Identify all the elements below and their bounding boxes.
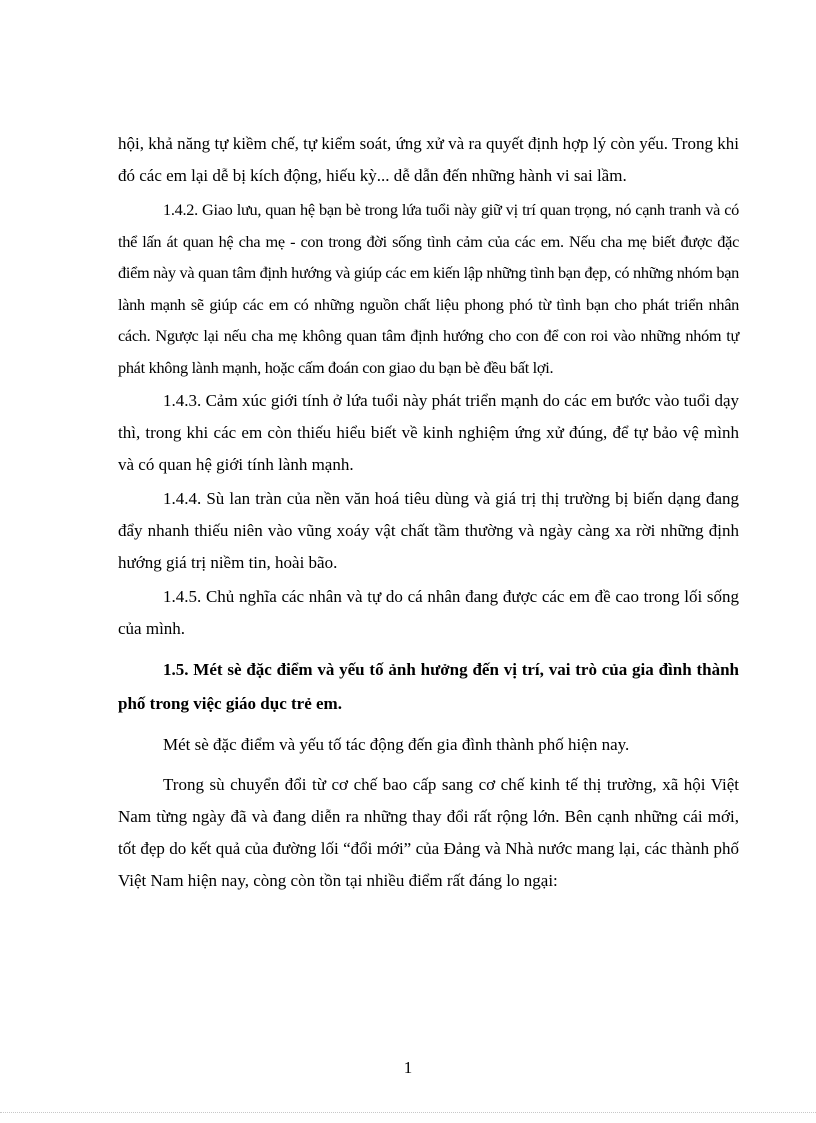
document-body [118, 128, 739, 897]
paragraph-1-4-2: 1.4.2. Giao lưu, quan hệ bạn bè trong lứa tuổi này giữ vị trí quan trọng, nó cạnh tranh và có thể lấn át quan hệ cha mẹ - con trong đời sống tình cảm của các em. Nếu cha mẹ biết được đặc điểm này và quan tâm định hướng và giúp các em kiến lập những tình bạn đẹp, có những nhóm bạn lành mạnh sẽ giúp các em có những nguồn chất liệu phong phó từ tình bạn cho phát triển nhân cách. Ngược lại nếu cha mẹ không quan tâm định hướng cho con để con roi vào những nhóm tự phát không lành mạnh, hoặc cấm đoán con giao du bạn bè đều bất lợi. [118, 200, 739, 377]
paragraph-transition: Trong sù chuyển đổi từ cơ chế bao cấp sang cơ chế kinh tế thị trường, xã hội Việt Nam từng ngày đã và đang diễn ra những thay đổi rất rộng lớn. Bên cạnh những cái mới, tốt đẹp do kết quả của đường lối “đổi mới” của Đảng và Nhà nước mang lại, các thành phố Việt Nam hiện nay, còng còn tồn tại nhiều điểm rất đáng lo ngại: [118, 775, 739, 890]
paragraph-1-4-4: 1.4.4. Sù lan tràn của nền văn hoá tiêu dùng và giá trị thị trường bị biến dạng đang đẩy nhanh thiếu niên vào vũng xoáy vật chất tầm thường và ngày càng xa rời những định hướng giá trị niềm tin, hoài bão. [118, 489, 739, 572]
page-bottom-divider [0, 1112, 816, 1113]
page-number: 1 [403, 1058, 413, 1077]
paragraph-1-4-3: 1.4.3. Cảm xúc giới tính ở lứa tuổi này phát triển mạnh do các em bước vào tuổi dạy thì, trong khi các em còn thiếu hiểu biết về kinh nghiệm ứng xử đúng, để tự bảo vệ mình và có quan hệ giới tính lành mạnh. [118, 391, 739, 474]
paragraph-1-4-5: 1.4.5. Chủ nghĩa các nhân và tự do cá nhân đang được các em đề cao trong lối sống của mình. [118, 587, 739, 638]
section-heading-1-5: 1.5. Mét sè đặc điểm và yếu tố ảnh hưởng đến vị trí, vai trò của gia đình thành phố trong việc giáo dục trẻ em. [118, 660, 739, 713]
paragraph-intro: Mét sè đặc điểm và yếu tố tác động đến gia đình thành phố hiện nay. [163, 735, 630, 754]
paragraph-continuation: hội, khả năng tự kiềm chế, tự kiểm soát, ứng xử và ra quyết định hợp lý còn yếu. Trong khi đó các em lại dễ bị kích động, hiếu kỳ... dễ dẫn đến những hành vi sai lầm. [118, 134, 739, 185]
